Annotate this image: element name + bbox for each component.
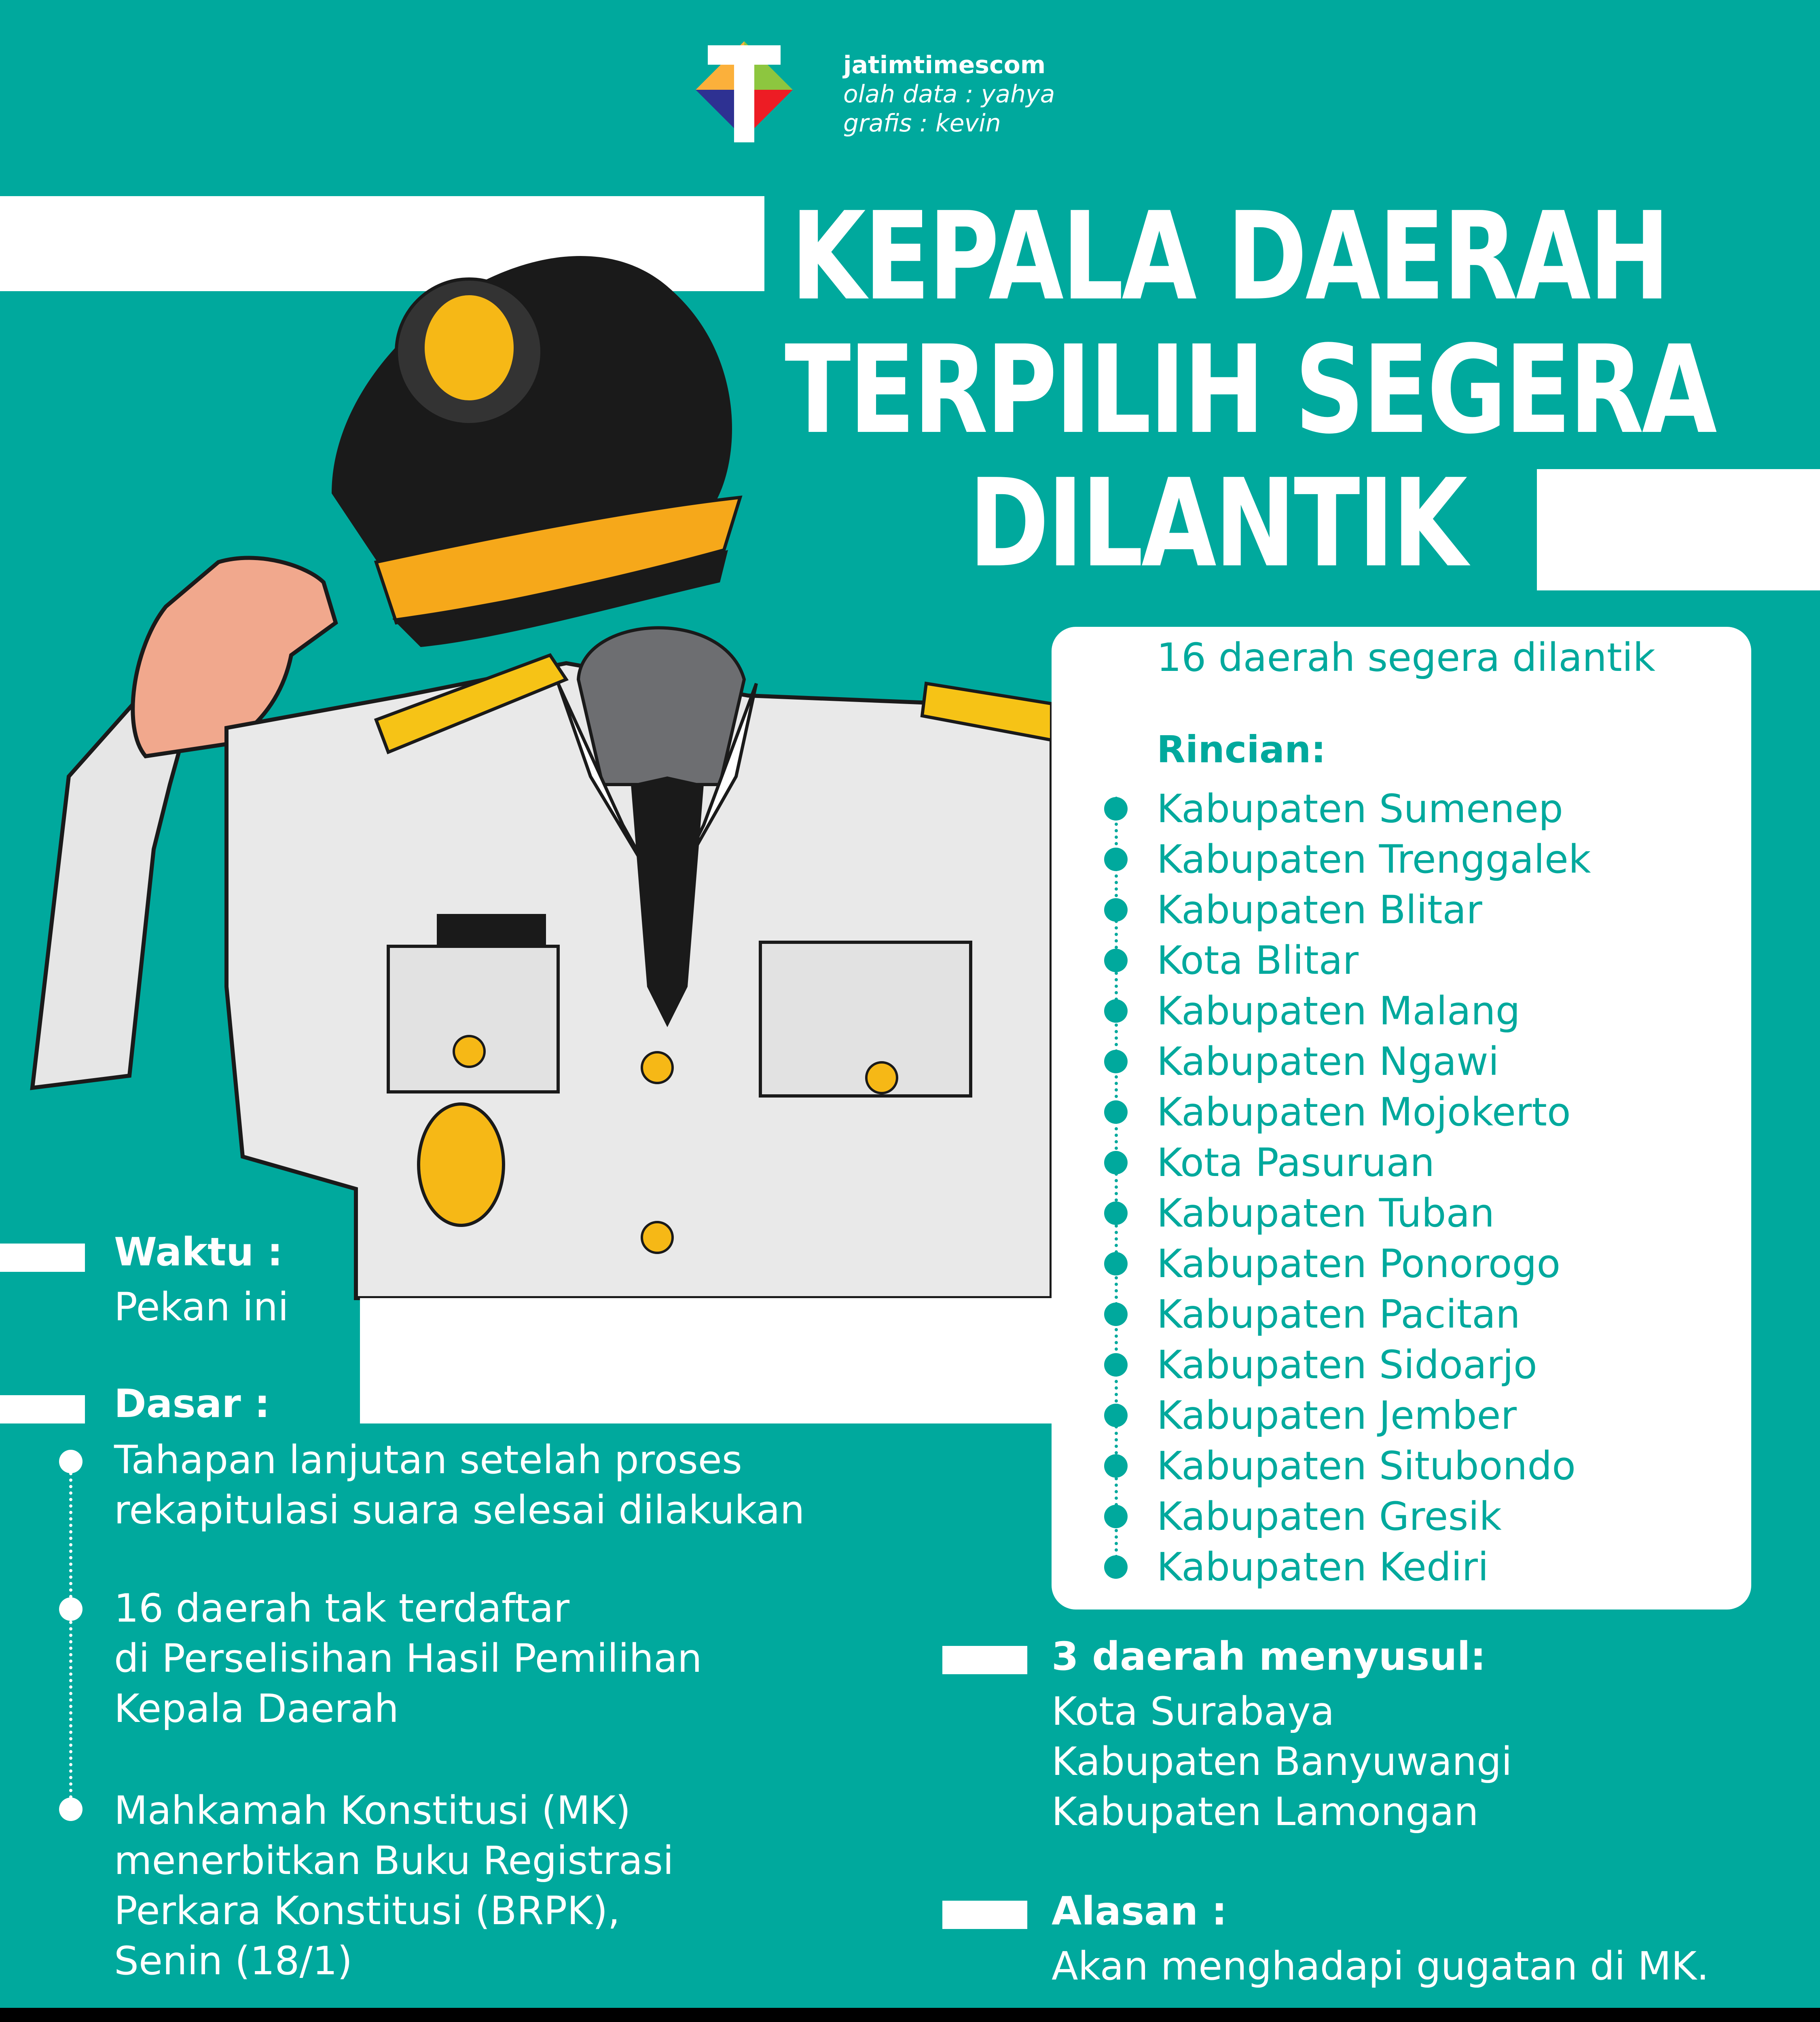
waktu-value: Pekan ini — [114, 1284, 289, 1330]
bullet-dot-icon — [1104, 1404, 1128, 1427]
list-heading: Rincian: — [1157, 728, 1326, 771]
figure-base-panel — [360, 1298, 1052, 1423]
bullet-dot-icon — [1104, 1454, 1128, 1478]
list-item: Kota Surabaya — [1052, 1689, 1335, 1734]
list-item: Kabupaten Jember — [1052, 1390, 1751, 1441]
list-item: Kabupaten Ngawi — [1052, 1036, 1751, 1087]
list-item: Kota Blitar — [1052, 935, 1751, 986]
alasan-heading: Alasan : — [1052, 1889, 1227, 1934]
list-item: Kabupaten Sidoarjo — [1052, 1340, 1751, 1390]
list-item: Kabupaten Lamongan — [1052, 1789, 1479, 1834]
list-item: Kabupaten Tuban — [1052, 1188, 1751, 1239]
title-bar-right — [1537, 469, 1820, 590]
brand-credits — [843, 51, 1055, 138]
title-line-2: TERPILIH SEGERA — [785, 319, 1715, 461]
brand-name: jatimtimescom — [843, 51, 1046, 79]
data-credit: olah data : yahya — [843, 80, 1055, 108]
waktu-bar — [0, 1244, 85, 1272]
bullet-dot-icon — [59, 1450, 83, 1473]
bullet-dot-icon — [1104, 1050, 1128, 1073]
title-line-1: KEPALA DAERAH — [791, 186, 1668, 327]
bullet-dot-icon — [1104, 848, 1128, 871]
dasar-point-3: Mahkamah Konstitusi (MK) menerbitkan Buku Registrasi Perkara Konstitusi (BRPK), Senin (18/1) — [114, 1788, 674, 1984]
dasar-connector — [69, 1472, 72, 1812]
list-item: Kabupaten Ponorogo — [1052, 1239, 1751, 1289]
menyusul-heading: 3 daerah menyusul: — [1052, 1634, 1486, 1679]
official-uniform-illustration — [0, 218, 1092, 1302]
bullet-dot-icon — [1104, 1201, 1128, 1225]
dasar-bar — [0, 1395, 85, 1423]
bullet-dot-icon — [59, 1798, 83, 1821]
bullet-dot-icon — [1104, 898, 1128, 922]
title-line-3: DILANTIK — [969, 453, 1466, 594]
list-item: Kabupaten Mojokerto — [1052, 1087, 1751, 1138]
menyusul-list — [1052, 1686, 1512, 1837]
list-item: Kabupaten Blitar — [1052, 885, 1751, 935]
bullet-dot-icon — [1104, 1353, 1128, 1377]
list-item: Kabupaten Pacitan — [1052, 1289, 1751, 1340]
alasan-bar — [942, 1901, 1027, 1929]
list-item: Kota Pasuruan — [1052, 1138, 1751, 1188]
bullet-dot-icon — [1104, 1252, 1128, 1275]
dasar-heading: Dasar : — [114, 1381, 270, 1426]
dasar-point-1: Tahapan lanjutan setelah proses rekapitulasi suara selesai dilakukan — [114, 1437, 805, 1533]
region-list-card — [1052, 627, 1751, 1610]
list-item: Kabupaten Malang — [1052, 986, 1751, 1036]
alasan-value: Akan menghadapi gugatan di MK. — [1052, 1944, 1709, 1989]
list-item: Kabupaten Kediri — [1052, 1542, 1751, 1593]
waktu-heading: Waktu : — [114, 1229, 283, 1275]
list-item: Kabupaten Trenggalek — [1052, 834, 1751, 885]
bullet-dot-icon — [1104, 1555, 1128, 1579]
list-summary: 16 daerah segera dilantik — [1157, 635, 1655, 680]
menyusul-bar — [942, 1646, 1027, 1674]
list-item: Kabupaten Situbondo — [1052, 1441, 1751, 1491]
bullet-dot-icon — [1104, 999, 1128, 1023]
quote-band — [0, 2008, 1820, 2022]
list-item: Kabupaten Gresik — [1052, 1491, 1751, 1542]
bullet-dot-icon — [1104, 1100, 1128, 1124]
region-list — [1052, 784, 1751, 1593]
bullet-dot-icon — [1104, 1303, 1128, 1326]
bullet-dot-icon — [1104, 949, 1128, 972]
list-item: Kabupaten Sumenep — [1052, 784, 1751, 834]
graphic-credit: grafis : kevin — [843, 109, 1001, 137]
dasar-point-2: 16 daerah tak terdaftar di Perselisihan Hasil Pemilihan Kepala Daerah — [114, 1586, 702, 1731]
brand-logo-icon — [692, 33, 797, 146]
bullet-dot-icon — [59, 1597, 83, 1621]
bullet-dot-icon — [1104, 1505, 1128, 1528]
bullet-dot-icon — [1104, 797, 1128, 821]
list-item: Kabupaten Banyuwangi — [1052, 1739, 1512, 1784]
bullet-dot-icon — [1104, 1151, 1128, 1174]
